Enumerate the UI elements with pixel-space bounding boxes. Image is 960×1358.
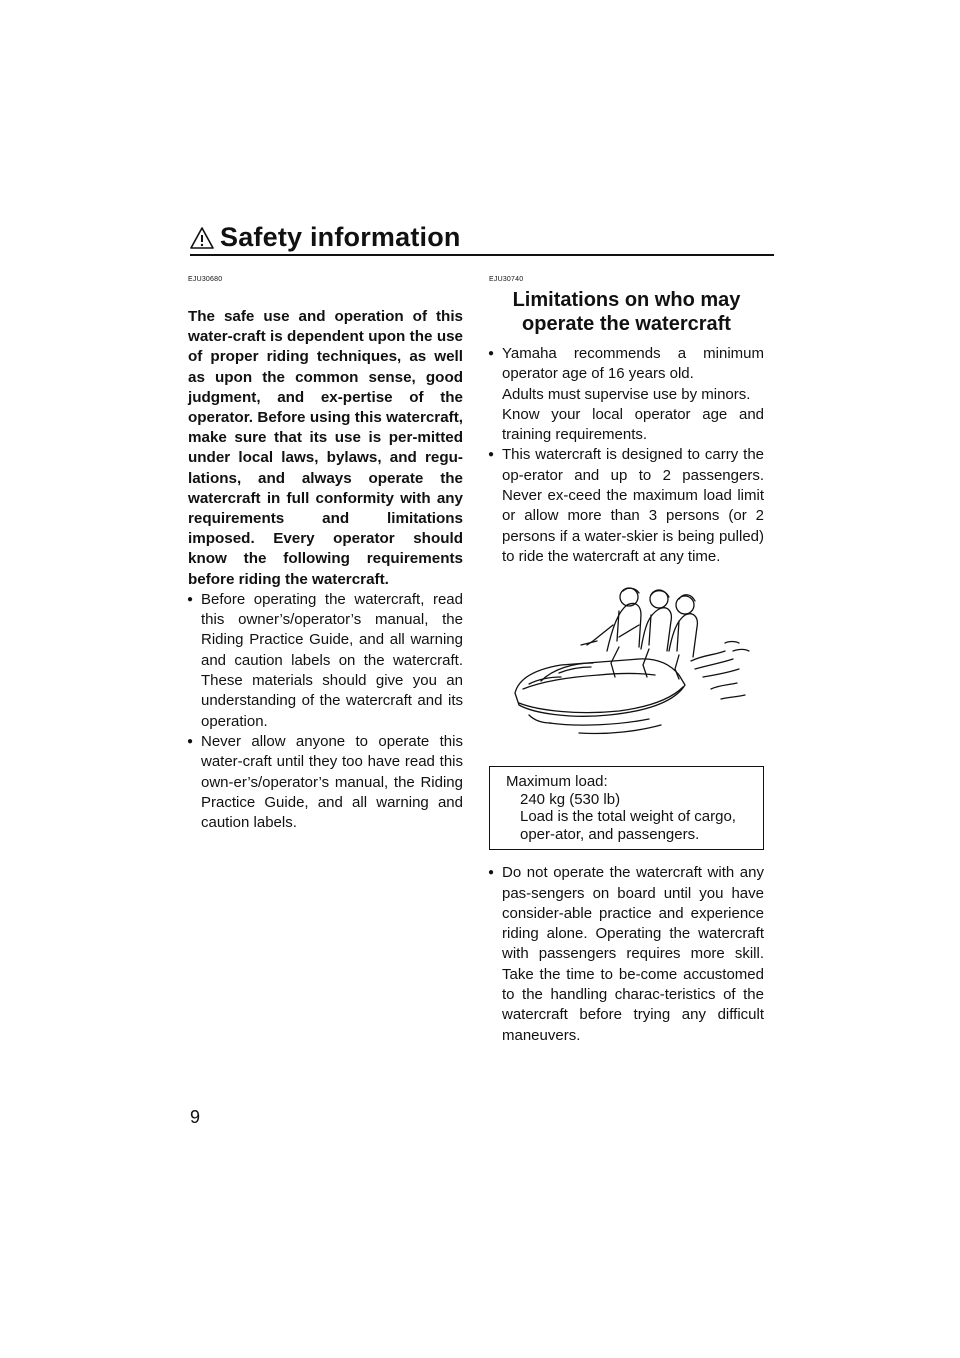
left-column: [188, 276, 463, 833]
list-item: ● This watercraft is designed to carry the op-erator and up to 2 passengers. Never ex-ceed the maximum load limit or allow more than 3 persons (or 2 persons if a water-skier is being pulled) to ride the watercraft at any time.: [489, 445, 764, 567]
requirements-list: [188, 590, 463, 834]
warning-triangle-icon: [190, 226, 214, 250]
page-number: 9: [190, 1107, 201, 1127]
heading-line-2: operate the watercraft: [522, 313, 731, 335]
load-note: Load is the total weight of cargo, oper-ator, and passengers.: [520, 808, 736, 843]
section-title: Safety information: [220, 222, 461, 252]
limitations-list: [489, 344, 764, 567]
section-code: EJU30680: [188, 276, 223, 283]
right-column: [489, 276, 764, 1046]
intro-paragraph: The safe use and operation of this water-craft is dependent upon the use of proper riding techniques, as well as upon the common sense, good judgment, and ex-pertise of the operator. Before using this watercraft, make sure that its use is per-mitted under local laws, bylaws, and regu-lations, and always operate the watercraft in full conformity with any requirements and limitations imposed. Every operator should know the following requirements before riding the watercraft.: [188, 308, 463, 588]
list-item-note: Adults must supervise use by minors.: [502, 385, 751, 403]
list-item-text: Yamaha recommends a minimum operator age of 16 years old.: [502, 345, 764, 383]
watercraft-drawing: [489, 585, 764, 755]
list-item: [489, 344, 764, 445]
limitations-heading: [489, 288, 764, 336]
load-value: 240 kg (530 lb): [520, 790, 621, 808]
section-code: EJU30740: [489, 276, 524, 283]
list-item: ● Never allow anyone to operate this water-craft until they too have read this own-er’s/operator’s manual, the Riding Practice Guide, and all warning and caution labels.: [188, 732, 463, 833]
watercraft-illustration: [489, 585, 764, 755]
list-item: ● Do not operate the watercraft with any pas-sengers on board until you have consider-able practice and experience riding alone. Operating the watercraft with passengers requires more skill. Take the time to be-come accustomed to the handling charac-teristics of the watercraft before trying any difficult maneuvers.: [489, 863, 764, 1046]
heading-line-1: Limitations on who may: [512, 289, 741, 311]
list-item: ● Before operating the watercraft, read this owner’s/operator’s manual, the Riding Practice Guide, and all warning and caution labels on the watercraft. These materials should give you an understanding of the watercraft and its operation.: [188, 590, 463, 732]
page-header: [190, 222, 774, 256]
load-label: Maximum load:: [506, 773, 608, 791]
header-rule: [190, 254, 774, 256]
passenger-list: [489, 863, 764, 1046]
maximum-load-box: [489, 766, 764, 850]
list-item-note: Know your local operator age and training requirements.: [502, 405, 764, 444]
